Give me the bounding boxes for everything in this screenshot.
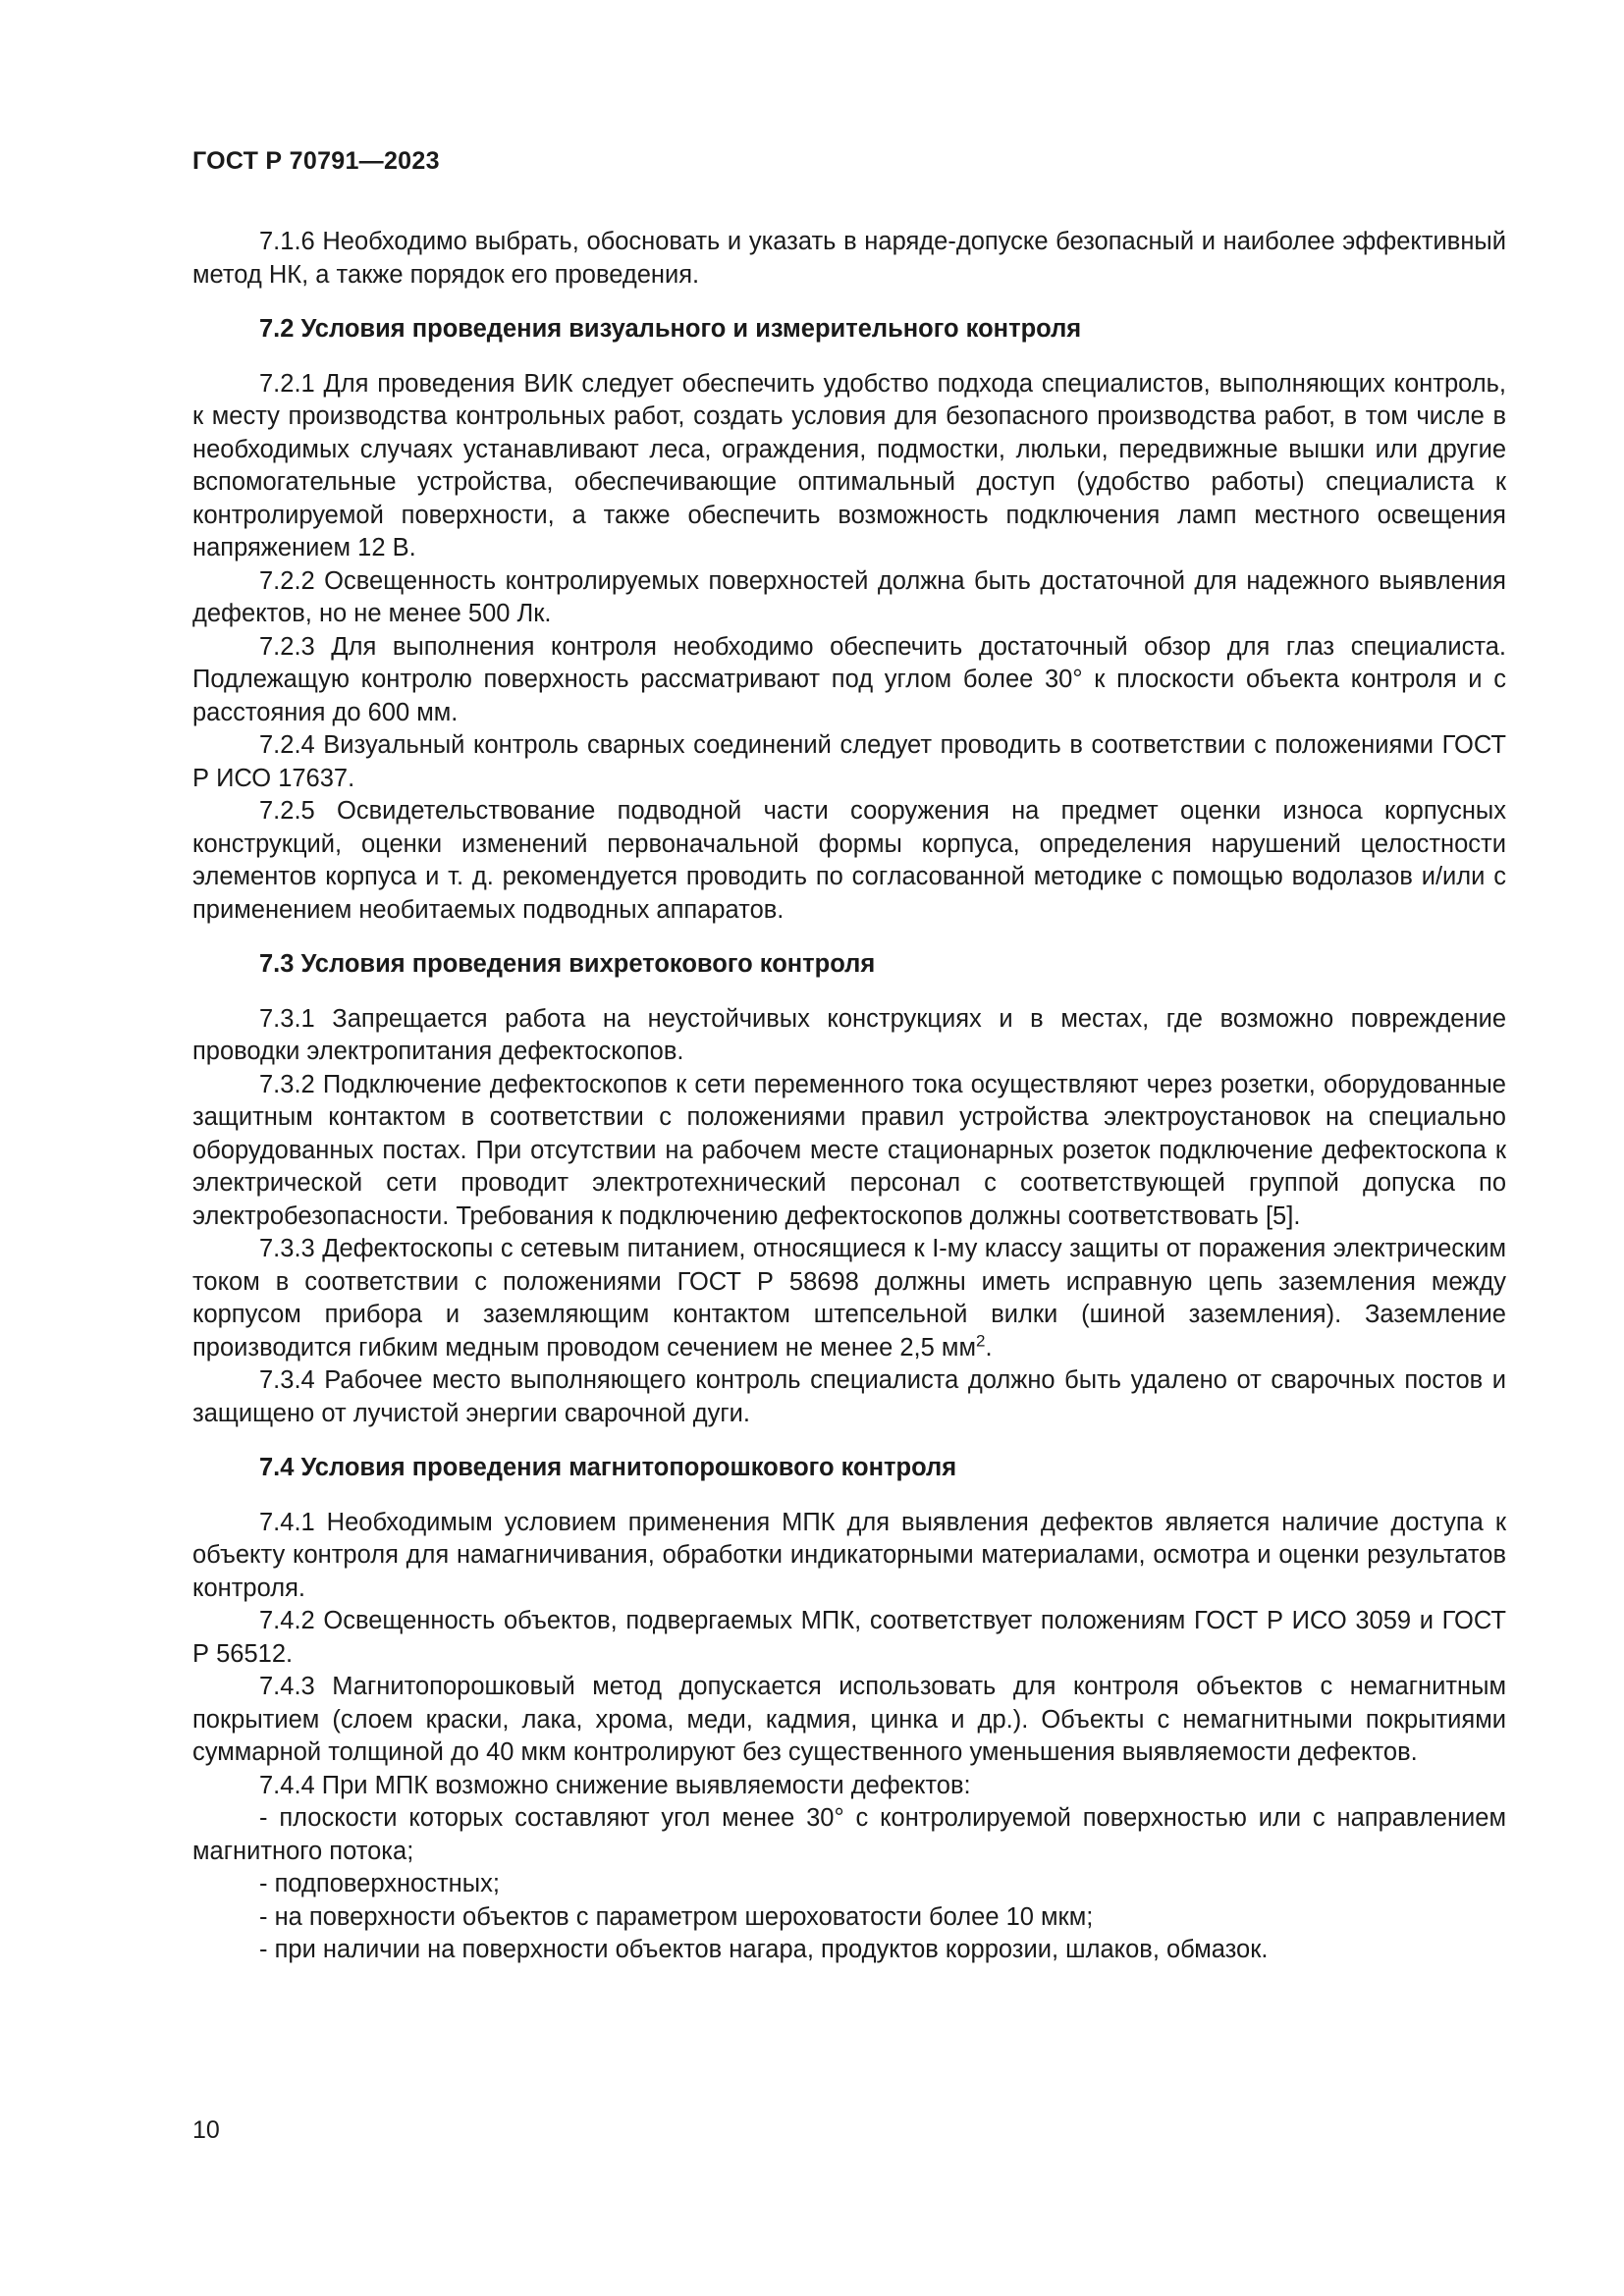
paragraph-7-2-5: 7.2.5 Освидетельствование подводной части сооружения на предмет оценки износа корпусных конструкций, оценки изменений первоначальной формы корпуса, определения нарушений целостности элементов корпуса и т. д. рекомендуется проводить по согласованной методике с помощью водолазов и/или с применением необитаемых подводных аппаратов.	[192, 797, 1506, 924]
paragraph-7-3-1: 7.3.1 Запрещается работа на неустойчивых конструкциях и в местах, где возможно повреждение проводки электропитания дефектоскопов.	[192, 1004, 1506, 1065]
paragraph-7-4-3: 7.4.3 Магнитопорошковый метод допускается использовать для контроля объектов с немагнитным покрытием (слоем краски, лака, хрома, меди, кадмия, цинка и др.). Объекты с немагнитными покрытиями суммарной толщиной до 40 мкм контролируют без существенного уменьшения выявляемости дефектов.	[192, 1673, 1506, 1766]
section-heading-7-2: 7.2 Условия проведения визуального и измерительного контроля	[259, 315, 1082, 343]
paragraph-7-2-3: 7.2.3 Для выполнения контроля необходимо обеспечить достаточный обзор для глаз специалиста. Подлежащую контролю поверхность рассматривают под углом более 30° к плоскости объекта контроля и с расстояния до 600 мм.	[192, 632, 1506, 726]
document-code-header: ГОСТ Р 70791—2023	[192, 147, 440, 175]
list-item: - плоскости которых составляют угол менее 30° с контролируемой поверхностью или с направлением магнитного потока;	[192, 1804, 1506, 1865]
list-item: - на поверхности объектов с параметром шероховатости более 10 мкм;	[259, 1902, 1094, 1931]
paragraph-7-3-3-end: .	[985, 1333, 993, 1362]
paragraph-7-2-4: 7.2.4 Визуальный контроль сварных соединений следует проводить в соответствии с положениями ГОСТ Р ИСО 17637.	[192, 731, 1506, 792]
list-item: - при наличии на поверхности объектов нагара, продуктов коррозии, шлаков, обмазок.	[259, 1936, 1269, 1963]
section-heading-7-3: 7.3 Условия проведения вихретокового контроля	[259, 950, 876, 978]
paragraph-7-4-4: 7.4.4 При МПК возможно снижение выявляемости дефектов:	[259, 1771, 971, 1799]
paragraph-7-4-1: 7.4.1 Необходимым условием применения МПК для выявления дефектов является наличие доступа к объекту контроля для намагничивания, обработки индикаторными материалами, осмотра и оценки результатов контроля.	[192, 1508, 1506, 1602]
paragraph-7-2-2: 7.2.2 Освещенность контролируемых поверхностей должна быть достаточной для надежного выявления дефектов, но не менее 500 Лк.	[192, 566, 1506, 627]
paragraph-7-3-2: 7.3.2 Подключение дефектоскопов к сети переменного тока осуществляют через розетки, оборудованные защитным контактом в соответствии с положениями правил устройства электроустановок на специально оборудованных постах. При отсутствии на рабочем месте стационарных розеток подключение дефектоскопа к электрической сети проводит электротехнический персонал с соответствующей группой допуска по электробезопасности. Требования к подключению дефектоскопов должны соответствовать [5].	[192, 1070, 1506, 1230]
list-item: - подповерхностных;	[259, 1870, 500, 1897]
document-body	[192, 226, 1506, 1967]
section-heading-7-4: 7.4 Условия проведения магнитопорошкового контроля	[259, 1454, 957, 1481]
page-number: 10	[192, 2116, 220, 2144]
paragraph-7-3-3	[192, 1233, 1506, 1364]
paragraph-7-4-2: 7.4.2 Освещенность объектов, подвергаемых МПК, соответствует положениям ГОСТ Р ИСО 3059 и ГОСТ Р 56512.	[192, 1607, 1506, 1668]
paragraph-7-1-6: 7.1.6 Необходимо выбрать, обосновать и указать в наряде-допуске безопасный и наиболее эффективный метод НК, а также порядок его проведения.	[192, 228, 1506, 289]
paragraph-7-3-4: 7.3.4 Рабочее место выполняющего контроль специалиста должно быть удалено от сварочных постов и защищено от лучистой энергии сварочной дуги.	[192, 1366, 1506, 1427]
paragraph-7-3-3-text: 7.3.3 Дефектоскопы с сетевым питанием, относящиеся к I-му классу защиты от поражения электрическим током в соответствии с положениями ГОСТ Р 58698 должны иметь исправную цепь заземления между корпусом прибора и заземляющим контактом штепсельной вилки (шиной заземления). Заземление производится гибким медным проводом сечением не менее 2,5 мм	[192, 1235, 1506, 1362]
paragraph-7-2-1: 7.2.1 Для проведения ВИК следует обеспечить удобство подхода специалистов, выполняющих контроль, к месту производства контрольных работ, создать условия для безопасного производства работ, в том числе в необходимых случаях устанавливают леса, ограждения, подмостки, люльки, передвижные вышки или другие вспомогательные устройства, обеспечивающие оптимальный доступ (удобство работы) специалиста к контролируемой поверхности, а также обеспечить возможность подключения ламп местного освещения напряжением 12 В.	[192, 369, 1506, 561]
superscript-squared: 2	[975, 1331, 986, 1350]
